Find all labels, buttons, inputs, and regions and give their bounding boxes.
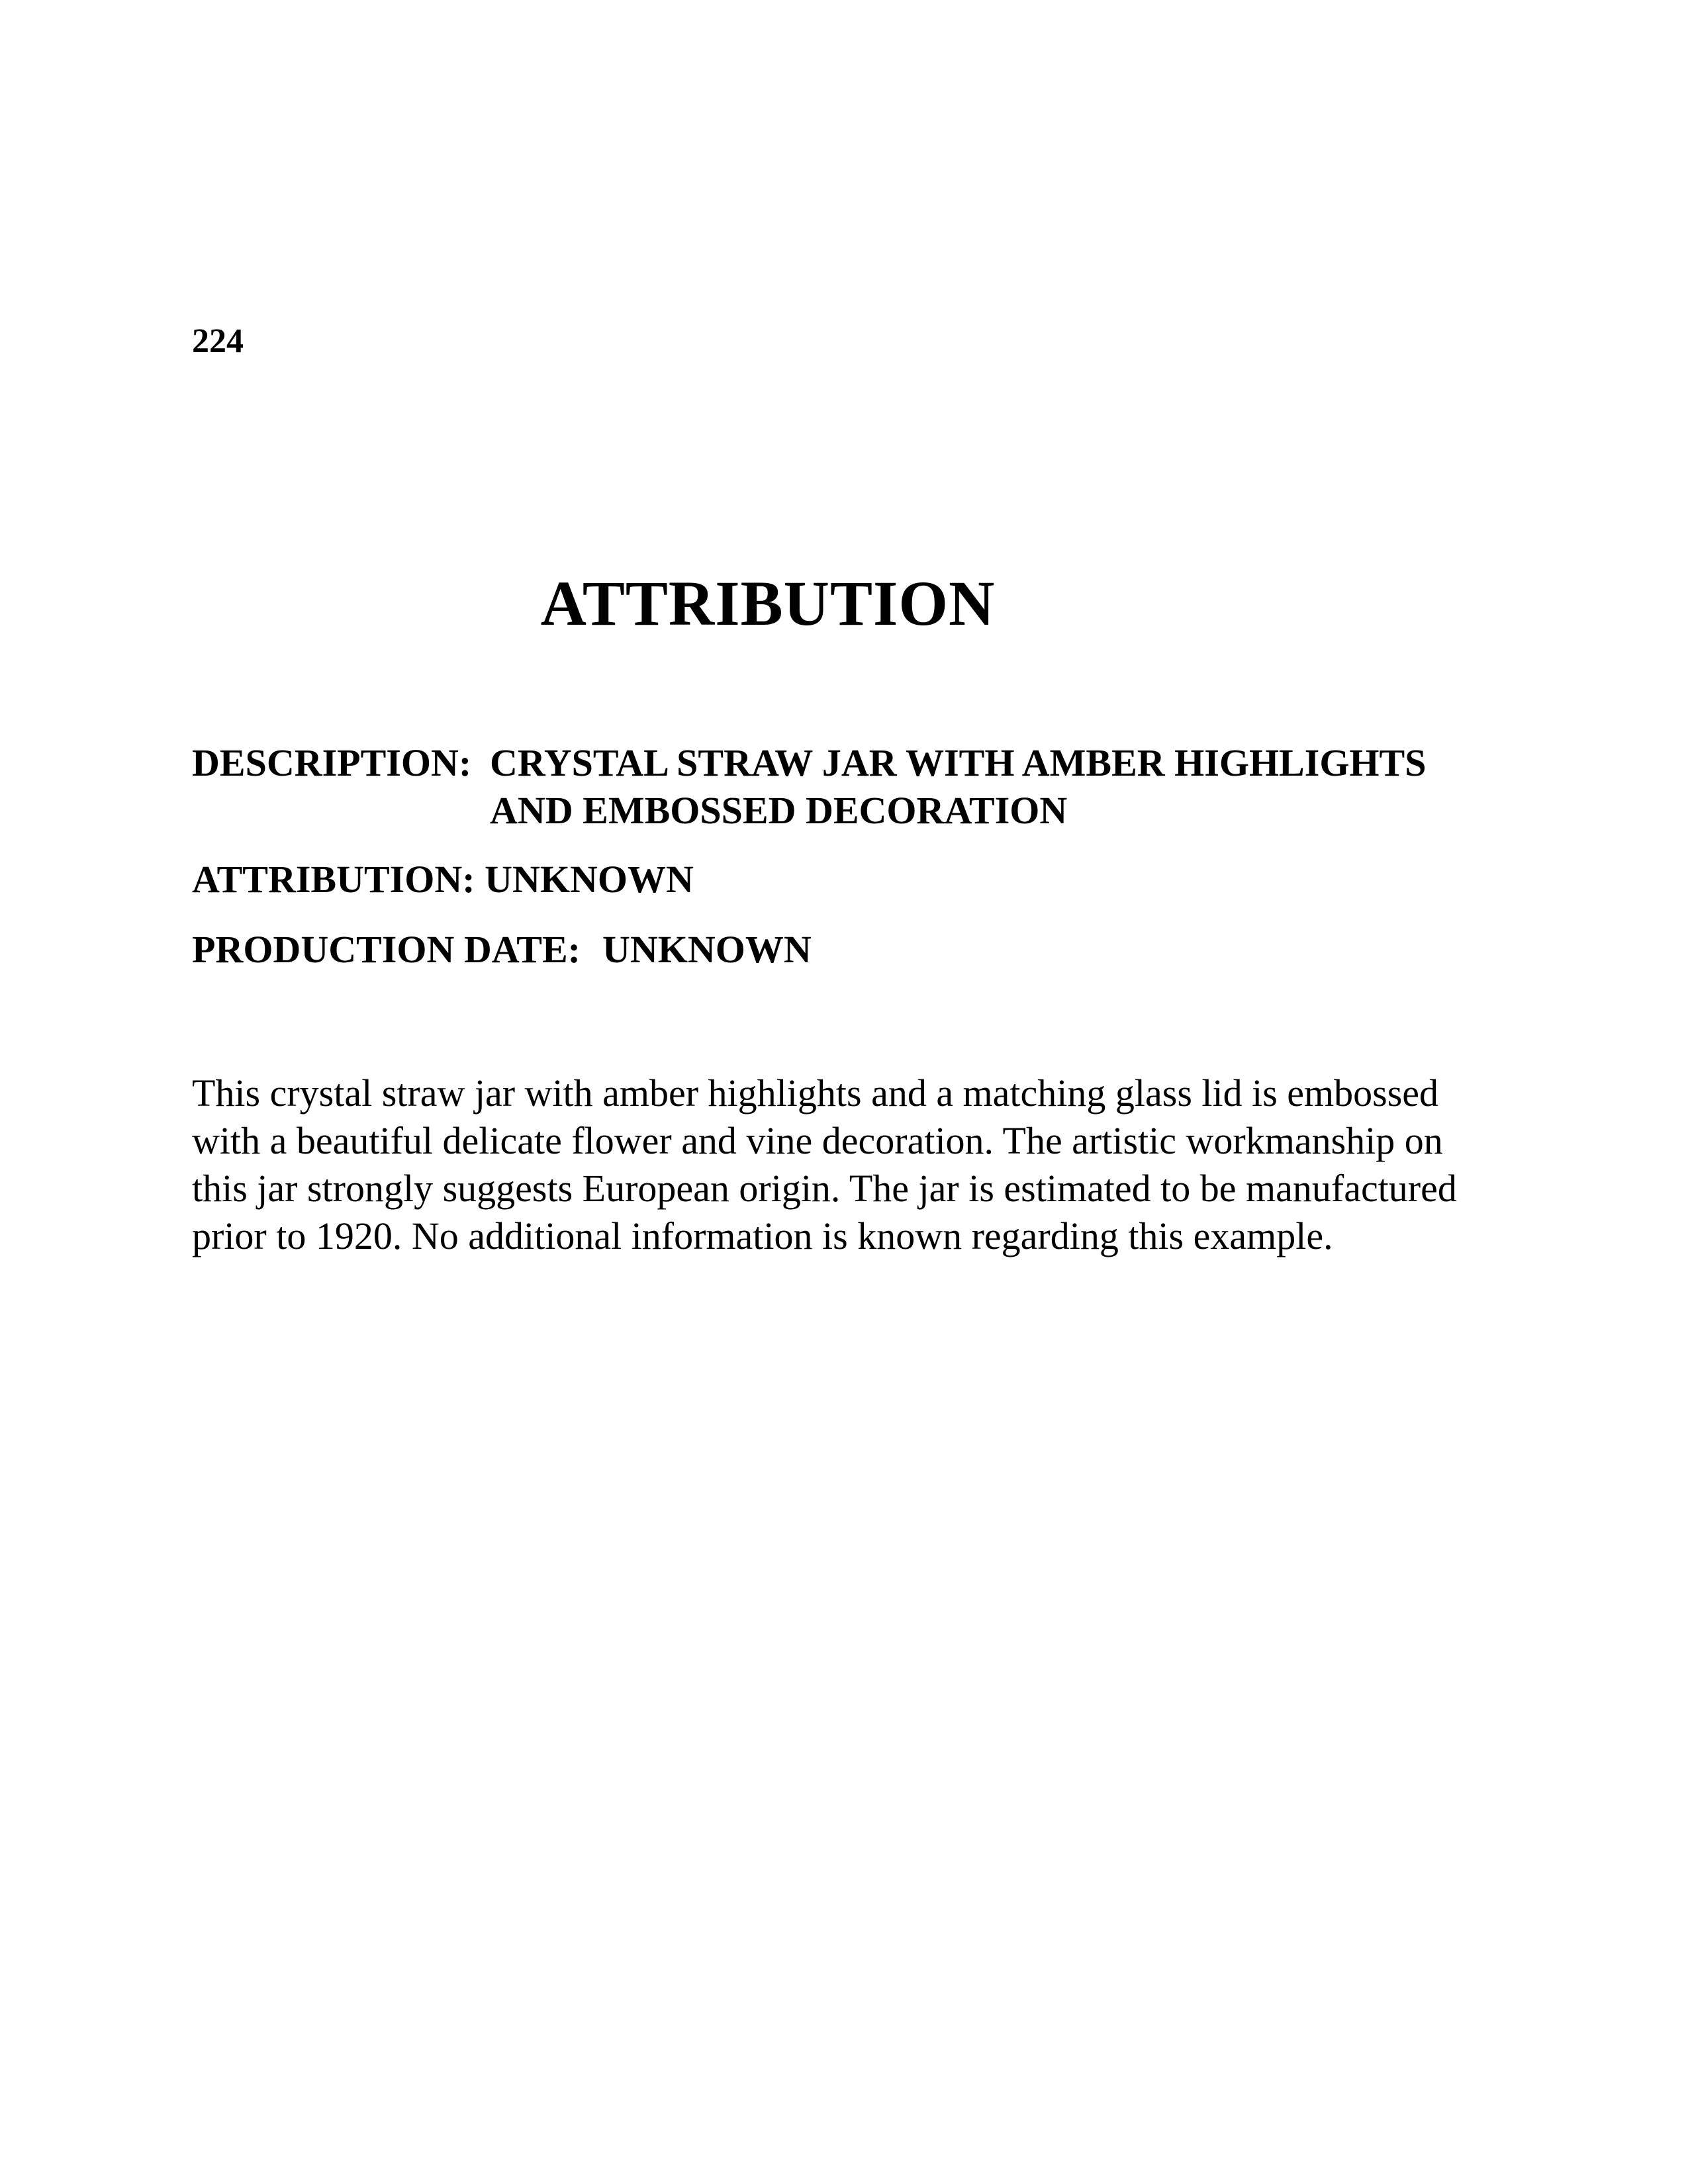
description-value-line2: AND EMBOSSED DECORATION <box>490 789 1068 832</box>
body-line: prior to 1920. No additional information is known regarding this example. <box>192 1214 1333 1257</box>
attribution-row <box>192 860 694 899</box>
description-row <box>192 741 1427 784</box>
production-date-row <box>192 928 812 971</box>
production-date-label: PRODUCTION DATE: <box>192 928 581 971</box>
body-line: this jar strongly suggests European origin. The jar is estimated to be manufactured <box>192 1167 1457 1210</box>
description-label: DESCRIPTION: <box>192 741 472 784</box>
page-number: 224 <box>192 322 244 360</box>
attribution-label: ATTRIBUTION: <box>192 858 475 901</box>
body-line: with a beautiful delicate flower and vine decoration. The artistic workmanship on <box>192 1119 1443 1162</box>
production-date-value: UNKNOWN <box>602 928 812 971</box>
attribution-value: UNKNOWN <box>485 858 694 901</box>
description-value-line1: CRYSTAL STRAW JAR WITH AMBER HIGHLIGHTS <box>490 741 1427 784</box>
page-title: ATTRIBUTION <box>540 568 996 639</box>
body-line: This crystal straw jar with amber highlights and a matching glass lid is embossed <box>192 1071 1439 1115</box>
body-paragraph <box>192 1069 1489 1260</box>
